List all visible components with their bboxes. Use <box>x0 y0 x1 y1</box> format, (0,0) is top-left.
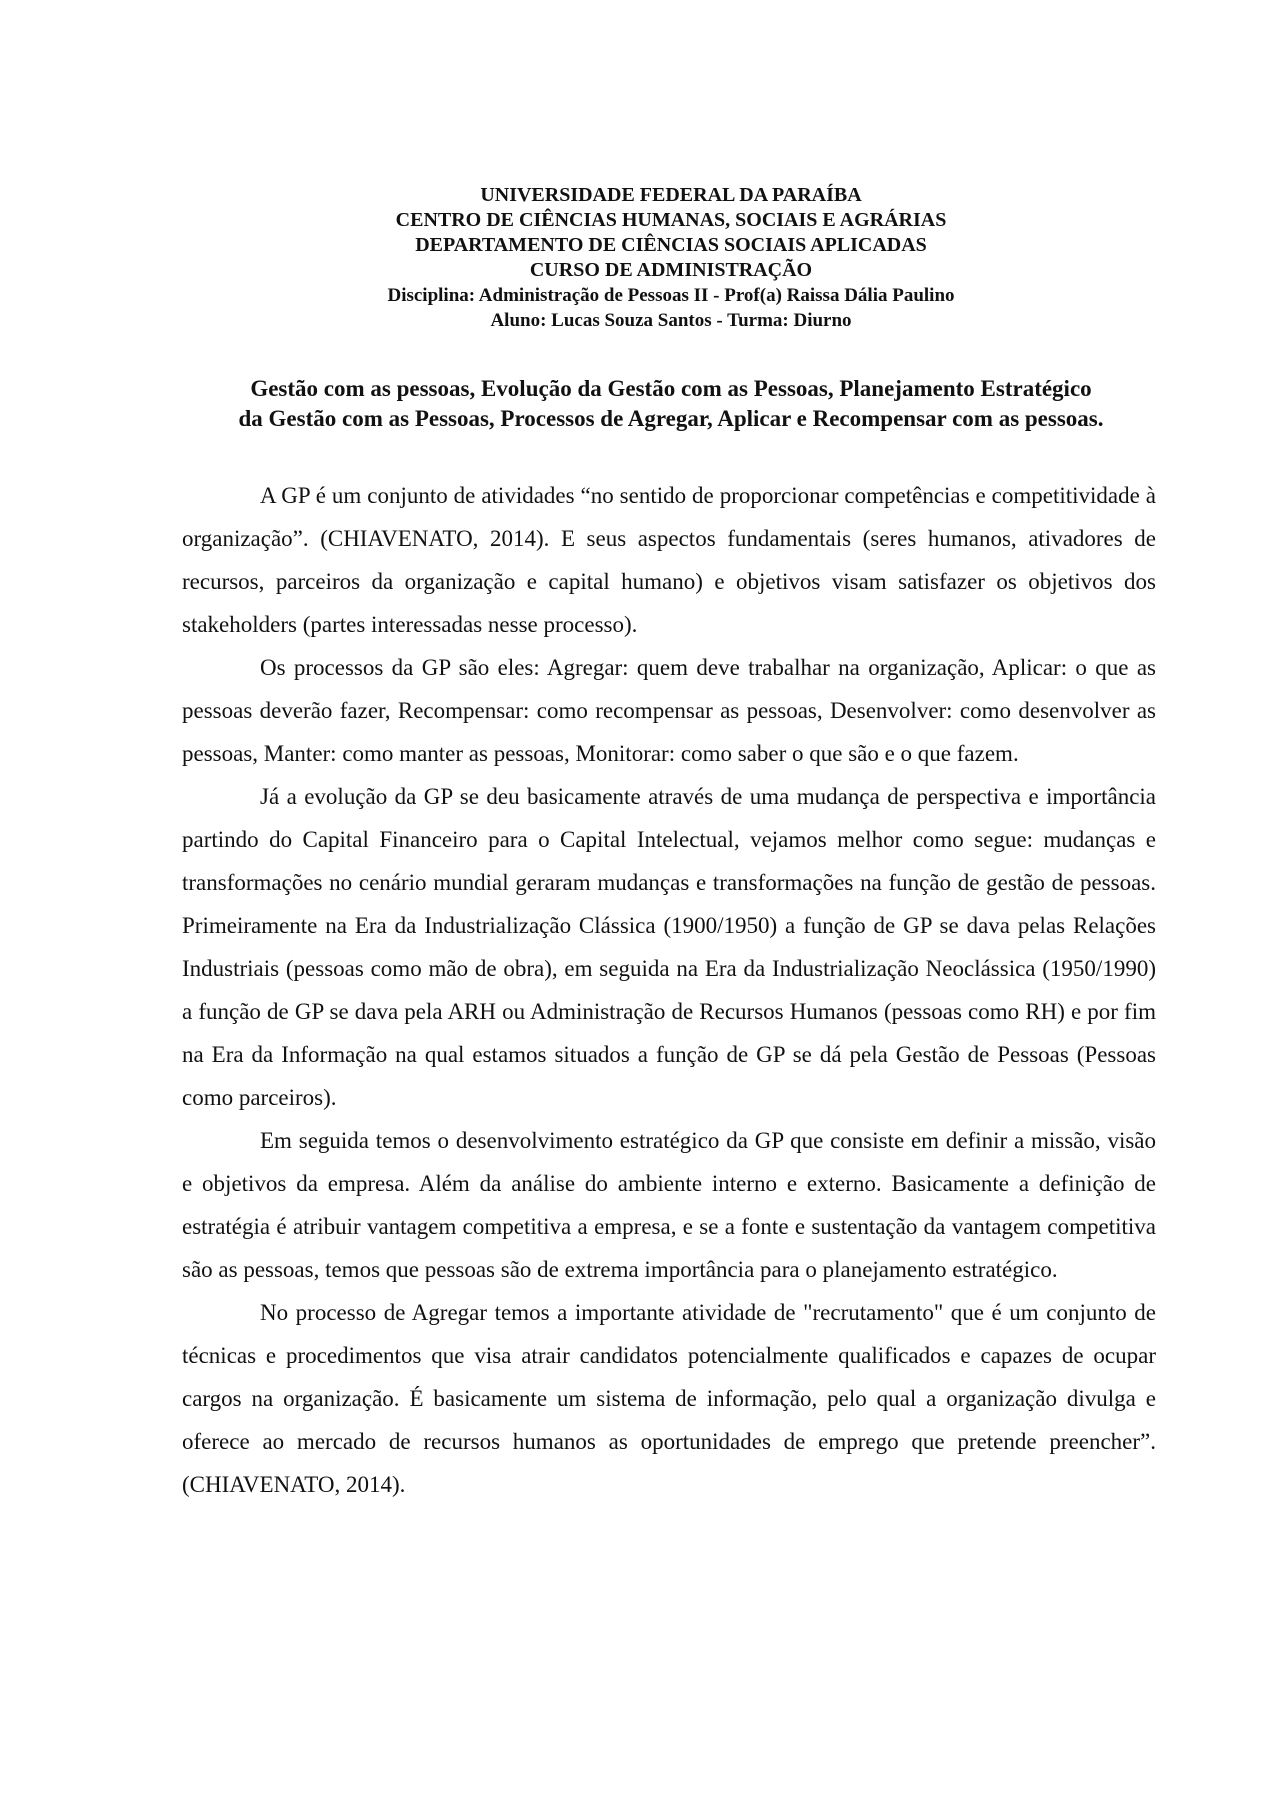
paragraph-gp-evolution: Já a evolução da GP se deu basicamente através de uma mudança de perspectiva e importância partindo do Capital Financeiro para o Capital Intelectual, vejamos melhor como segue: mudanças e transformações no cenário mundial geraram mudanças e transformações na função de gestão de pessoas. Primeiramente na Era da Industrialização Clássica (1900/1950) a função de GP se dava pelas Relações Industriais (pessoas como mão de obra), em seguida na Era da Industrialização Neoclássica (1950/1990) a função de GP se dava pela ARH ou Administração de Recursos Humanos (pessoas como RH) e por fim na Era da Informação na qual estamos situados a função de GP se dá pela Gestão de Pessoas (Pessoas como parceiros). <box>182 784 1156 1110</box>
center-name: CENTRO DE CIÊNCIAS HUMANAS, SOCIAIS E AGRÁRIAS <box>395 209 947 231</box>
institution-header <box>180 183 1162 333</box>
title-line-2: da Gestão com as Pessoas, Processos de Agregar, Aplicar e Recompensar com as pessoas. <box>238 406 1104 431</box>
paragraph-recruitment: No processo de Agregar temos a importante atividade de "recrutamento" que é um conjunto de técnicas e procedimentos que visa atrair candidatos potencialmente qualificados e capazes de ocupar cargos na organização. É basicamente um sistema de informação, pelo qual a organização divulga e oferece ao mercado de recursos humanos as oportunidades de emprego que pretende preencher”. (CHIAVENATO, 2014). <box>182 1300 1156 1497</box>
university-name: UNIVERSIDADE FEDERAL DA PARAÍBA <box>480 184 862 206</box>
course-name: CURSO DE ADMINISTRAÇÃO <box>529 259 813 281</box>
department-name: DEPARTAMENTO DE CIÊNCIAS SOCIAIS APLICADAS <box>415 234 927 256</box>
paragraph-gp-definition: A GP é um conjunto de atividades “no sentido de proporcionar competências e competitividade à organização”. (CHIAVENATO, 2014). E seus aspectos fundamentais (seres humanos, ativadores de recursos, parceiros da organização e capital humano) e objetivos visam satisfazer os objetivos dos stakeholders (partes interessadas nesse processo). <box>182 483 1156 637</box>
discipline-line: Disciplina: Administração de Pessoas II - Prof(a) Raissa Dália Paulino <box>387 285 955 306</box>
paragraph-gp-processes: Os processos da GP são eles: Agregar: quem deve trabalhar na organização, Aplicar: o que as pessoas deverão fazer, Recompensar: como recompensar as pessoas, Desenvolver: como desenvolver as pessoas, Manter: como manter as pessoas, Monitorar: como saber o que são e o que fazem. <box>182 655 1156 766</box>
title-line-1: Gestão com as pessoas, Evolução da Gestão com as Pessoas, Planejamento Estratégico <box>250 376 1092 401</box>
document-body <box>182 474 1156 1506</box>
document-title <box>180 374 1162 434</box>
paragraph-strategic-planning: Em seguida temos o desenvolvimento estratégico da GP que consiste em definir a missão, visão e objetivos da empresa. Além da análise do ambiente interno e externo. Basicamente a definição de estratégia é atribuir vantagem competitiva a empresa, e se a fonte e sustentação da vantagem competitiva são as pessoas, temos que pessoas são de extrema importância para o planejamento estratégico. <box>182 1128 1156 1282</box>
student-line: Aluno: Lucas Souza Santos - Turma: Diurno <box>490 310 852 331</box>
